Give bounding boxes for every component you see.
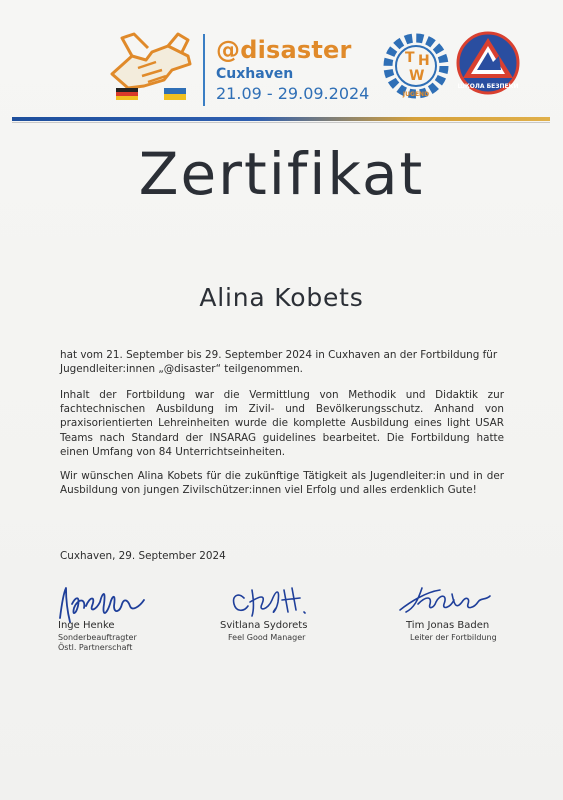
- event-city: Cuxhaven: [216, 66, 294, 82]
- signature-role-1b: Östl. Partnerschaft: [58, 643, 133, 652]
- signature-block-3: [396, 582, 516, 652]
- signature-role-2: Feel Good Manager: [228, 633, 306, 642]
- certificate-title: Zertifikat: [138, 140, 425, 208]
- event-name: @disaster: [216, 36, 352, 64]
- signature-name-1: Inge Henke: [58, 620, 115, 631]
- handwritten-signature-3: [396, 582, 496, 622]
- signature-role-1a: Sonderbeauftragter: [58, 633, 137, 642]
- svg-text:H: H: [418, 53, 430, 69]
- body-paragraph-1: hat vom 21. September bis 29. September 2024 in Cuxhaven an der Fortbildung für Jugendleiter:innen „@disaster“ teilgenommen.: [60, 349, 498, 376]
- signature-name-2: Svitlana Sydorets: [220, 620, 308, 631]
- body-paragraph-2: Inhalt der Fortbildung war die Vermittlung von Methodik und Didaktik zur fachtechnischen Ausbildung im Zivil- und Bevölkerungsschutz. Anhand von praxisorientierten Lehreinheiten wurde die komplette Ausbildung eines light USAR Teams nach Standard der INSARAG guidelines bearbeitet. Die Fortbildung hatte einen Umfang von 84 Unterrichtseinheiten.: [60, 389, 504, 458]
- handwritten-signature-2: [218, 582, 318, 622]
- event-dates: 21.09 - 29.09.2024: [216, 84, 370, 103]
- signature-block-1: [56, 582, 176, 662]
- header-rule-thin: [12, 122, 550, 123]
- place-date: Cuxhaven, 29. September 2024: [60, 550, 226, 562]
- handshake-logo-icon: [108, 30, 194, 102]
- recipient-name: Alina Kobets: [199, 283, 364, 312]
- svg-text:ШКОЛА БЕЗПЕКИ: ШКОЛА БЕЗПЕКИ: [457, 83, 519, 90]
- svg-text:T: T: [405, 50, 415, 66]
- header-divider: [203, 34, 205, 106]
- signature-role-3: Leiter der Fortbildung: [410, 633, 497, 642]
- svg-text:W: W: [409, 68, 425, 84]
- signature-block-2: [218, 582, 338, 652]
- svg-text:JUGEND: JUGEND: [402, 91, 430, 98]
- header-rule: [12, 117, 550, 121]
- signature-name-3: Tim Jonas Baden: [406, 620, 490, 631]
- thw-jugend-logo-icon: [383, 33, 449, 99]
- school-of-safety-logo-icon: [455, 30, 521, 96]
- body-paragraph-3: Wir wünschen Alina Kobets für die zukünftige Tätigkeit als Jugendleiter:in und in der Ausbildung von jungen Zivilschützer:innen viel Erfolg und alles erdenklich Gute!: [60, 470, 504, 497]
